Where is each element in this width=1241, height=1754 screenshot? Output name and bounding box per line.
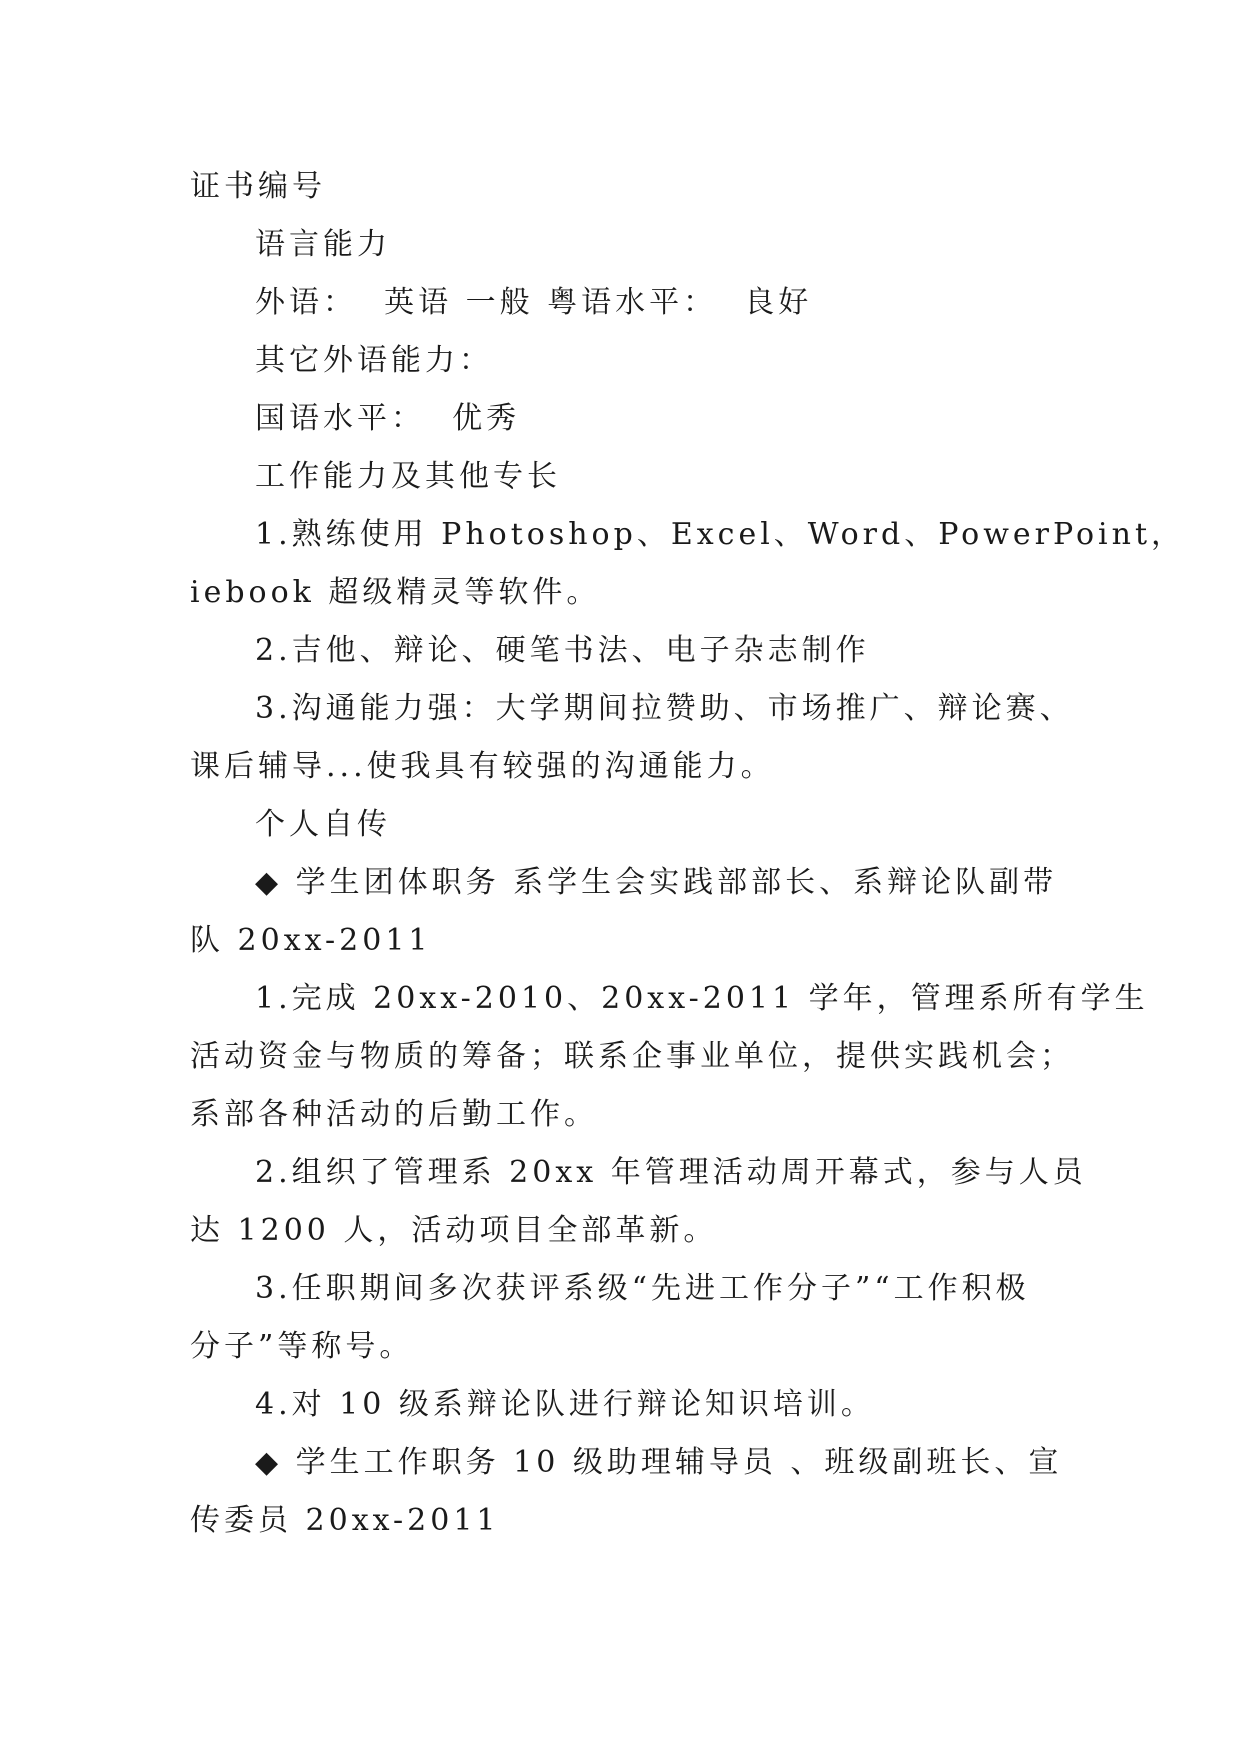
text-line: 1.完成 20xx-2010、20xx-2011 学年，管理系所有学生 <box>255 981 1149 1016</box>
document-body <box>190 158 1186 1550</box>
text-line: 队 20xx-2011 <box>190 923 432 958</box>
text-line: 2.组织了管理系 20xx 年管理活动周开幕式，参与人员 <box>255 1155 1087 1190</box>
text-line: 证书编号 <box>190 169 326 204</box>
bullet-line: ◆ 学生工作职务 10 级助理辅导员 、班级副班长、宣 <box>255 1445 1063 1480</box>
bullet-line: ◆ 学生团体职务 系学生会实践部部长、系辩论队副带 <box>255 865 1058 900</box>
text-line: 1.熟练使用 Photoshop、Excel、Word、PowerPoint， <box>255 517 1186 552</box>
text-line: 活动资金与物质的筹备；联系企事业单位，提供实践机会； <box>190 1039 1074 1074</box>
text-line: 达 1200 人，活动项目全部革新。 <box>190 1213 718 1248</box>
section-heading-skills: 工作能力及其他专长 <box>255 459 561 494</box>
text-line: 外语： 英语 一般 粤语水平： 良好 <box>255 285 813 320</box>
text-line: 4.对 10 级系辩论队进行辩论知识培训。 <box>255 1387 875 1422</box>
text-line: 其它外语能力： <box>255 343 493 378</box>
text-line: 国语水平： 优秀 <box>255 401 521 436</box>
text-line: 3.沟通能力强：大学期间拉赞助、市场推广、辩论赛、 <box>255 691 1074 726</box>
text-line: 课后辅导...使我具有较强的沟通能力。 <box>190 749 775 784</box>
text-line: 系部各种活动的后勤工作。 <box>190 1097 598 1132</box>
text-line: 3.任职期间多次获评系级“先进工作分子”“工作积极 <box>255 1271 1030 1306</box>
section-heading-autobiography: 个人自传 <box>255 807 391 842</box>
section-heading-language: 语言能力 <box>255 227 391 262</box>
text-line: 分子”等称号。 <box>190 1329 414 1364</box>
text-line: 传委员 20xx-2011 <box>190 1503 500 1538</box>
text-line: iebook 超级精灵等软件。 <box>190 575 601 610</box>
text-line: 2.吉他、辩论、硬笔书法、电子杂志制作 <box>255 633 870 668</box>
